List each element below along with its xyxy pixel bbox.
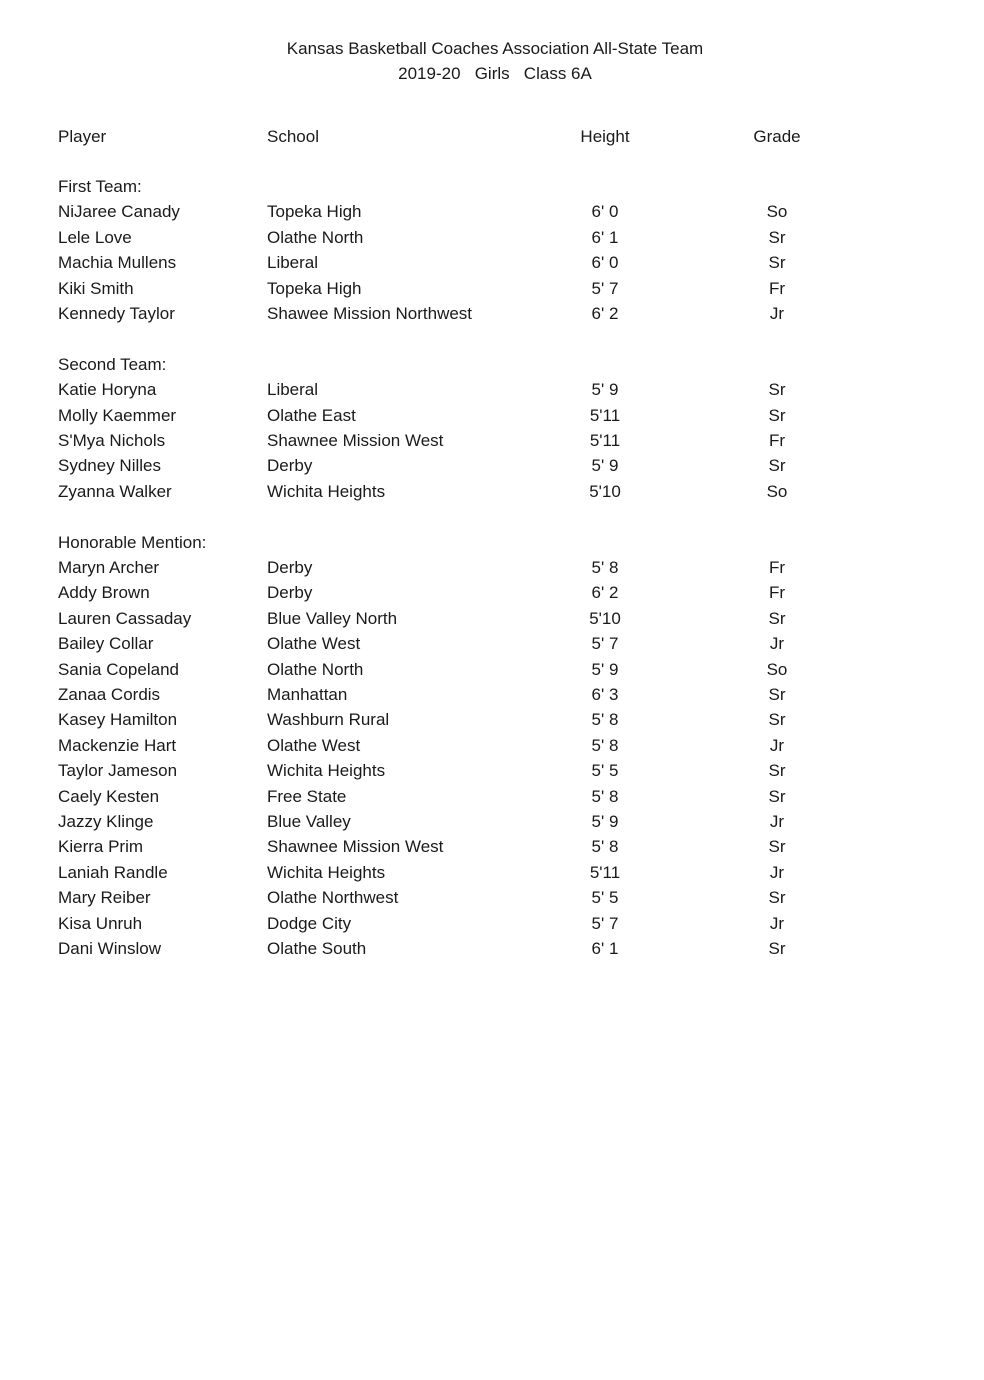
school-cell: Olathe North [267, 227, 364, 247]
table-row [0, 886, 984, 911]
player-name-cell: Dani Winslow [58, 938, 161, 958]
height-cell: 5'10 [589, 608, 621, 628]
height-cell: 6' 2 [591, 303, 619, 323]
height-cell: 5' 8 [591, 710, 619, 730]
table-row [0, 708, 984, 733]
grade-cell: Fr [768, 278, 786, 298]
height-cell: 5' 5 [591, 761, 619, 781]
height-cell: 5'10 [589, 481, 621, 501]
player-name-cell: Kennedy Taylor [58, 303, 175, 323]
school-cell: Derby [267, 583, 313, 603]
table-row [0, 429, 984, 454]
height-cell: 5' 5 [591, 888, 619, 908]
player-name-cell: Mary Reiber [58, 888, 151, 908]
grade-cell: So [766, 481, 788, 501]
player-name-cell: Zyanna Walker [58, 481, 172, 501]
school-cell: Dodge City [267, 913, 352, 933]
school-cell: Liberal [267, 253, 319, 273]
table-row [0, 632, 984, 657]
player-name-cell: Zanaa Cordis [58, 685, 161, 705]
school-cell: Olathe North [267, 659, 364, 679]
height-cell: 5' 8 [591, 558, 619, 578]
table-row [0, 200, 984, 225]
school-cell: Topeka High [267, 278, 362, 298]
player-name-cell: Katie Horyna [58, 380, 157, 400]
player-name-cell: Caely Kesten [58, 786, 160, 806]
document-title [0, 36, 984, 86]
school-cell: Olathe West [267, 634, 361, 654]
school-cell: Free State [267, 786, 347, 806]
table-row [0, 302, 984, 327]
height-cell: 6' 0 [591, 202, 619, 222]
grade-cell: Jr [769, 811, 785, 831]
grade-cell: Sr [768, 456, 786, 476]
section-label-row [0, 175, 984, 200]
height-cell: 6' 3 [591, 685, 619, 705]
player-name-cell: Bailey Collar [58, 634, 154, 654]
grade-cell: Sr [768, 227, 786, 247]
school-cell: Wichita Heights [267, 761, 386, 781]
height-cell: 6' 2 [591, 583, 619, 603]
player-name-cell: S'Mya Nichols [58, 431, 166, 451]
height-cell: 5' 7 [591, 913, 619, 933]
table-row [0, 658, 984, 683]
grade-cell: Sr [768, 761, 786, 781]
height-cell: 5'11 [589, 431, 621, 451]
player-name-cell: Addy Brown [58, 583, 150, 603]
height-cell: 5' 9 [591, 659, 619, 679]
grade-cell: Sr [768, 685, 786, 705]
column-header-school: School [267, 127, 319, 146]
table-row [0, 683, 984, 708]
table-row [0, 251, 984, 276]
title-line-1: Kansas Basketball Coaches Association All-State Team [286, 39, 704, 58]
school-cell: Shawnee Mission West [267, 431, 444, 451]
school-cell: Liberal [267, 380, 319, 400]
table-row [0, 835, 984, 860]
player-name-cell: Maryn Archer [58, 558, 160, 578]
player-name-cell: Kiki Smith [58, 278, 134, 298]
height-cell: 5' 9 [591, 811, 619, 831]
height-cell: 5' 7 [591, 278, 619, 298]
height-cell: 5' 9 [591, 380, 619, 400]
section-label: Honorable Mention: [58, 532, 207, 552]
grade-cell: Sr [768, 608, 786, 628]
table-row [0, 454, 984, 479]
player-name-cell: Lauren Cassaday [58, 608, 192, 628]
column-header-row [0, 125, 984, 149]
school-cell: Topeka High [267, 202, 362, 222]
grade-cell: Jr [769, 913, 785, 933]
player-name-cell: Jazzy Klinge [58, 811, 154, 831]
roster-sections [0, 175, 984, 988]
school-cell: Shawee Mission Northwest [267, 303, 473, 323]
table-row [0, 759, 984, 784]
height-cell: 6' 1 [591, 227, 619, 247]
table-row [0, 226, 984, 251]
player-name-cell: Laniah Randle [58, 862, 168, 882]
school-cell: Olathe East [267, 405, 356, 425]
team-section [0, 531, 984, 963]
table-row [0, 734, 984, 759]
school-cell: Manhattan [267, 685, 348, 705]
grade-cell: So [766, 659, 788, 679]
school-cell: Blue Valley [267, 811, 351, 831]
grade-cell: Fr [768, 431, 786, 451]
player-name-cell: Sania Copeland [58, 659, 179, 679]
player-name-cell: Molly Kaemmer [58, 405, 177, 425]
grade-cell: Sr [768, 380, 786, 400]
school-cell: Olathe Northwest [267, 888, 399, 908]
grade-cell: Sr [768, 405, 786, 425]
school-cell: Wichita Heights [267, 481, 386, 501]
table-row [0, 607, 984, 632]
grade-cell: Sr [768, 786, 786, 806]
height-cell: 6' 0 [591, 253, 619, 273]
height-cell: 5' 8 [591, 786, 619, 806]
table-row [0, 810, 984, 835]
grade-cell: Fr [768, 558, 786, 578]
table-row [0, 480, 984, 505]
school-cell: Derby [267, 558, 313, 578]
grade-cell: Jr [769, 862, 785, 882]
grade-cell: Fr [768, 583, 786, 603]
school-cell: Blue Valley North [267, 608, 398, 628]
school-cell: Derby [267, 456, 313, 476]
player-name-cell: Kierra Prim [58, 837, 144, 857]
height-cell: 5' 7 [591, 634, 619, 654]
player-name-cell: Taylor Jameson [58, 761, 178, 781]
player-name-cell: Sydney Nilles [58, 456, 161, 476]
table-row [0, 785, 984, 810]
player-name-cell: Kasey Hamilton [58, 710, 178, 730]
height-cell: 5'11 [589, 862, 621, 882]
height-cell: 5'11 [589, 405, 621, 425]
school-cell: Shawnee Mission West [267, 837, 444, 857]
grade-cell: Sr [768, 710, 786, 730]
school-cell: Washburn Rural [267, 710, 390, 730]
section-label-row [0, 353, 984, 378]
height-cell: 6' 1 [591, 938, 619, 958]
player-name-cell: Kisa Unruh [58, 913, 143, 933]
grade-cell: Sr [768, 938, 786, 958]
grade-cell: Jr [769, 303, 785, 323]
grade-cell: Sr [768, 253, 786, 273]
table-row [0, 556, 984, 581]
grade-cell: Jr [769, 735, 785, 755]
table-row [0, 581, 984, 606]
section-label-row [0, 531, 984, 556]
school-cell: Olathe South [267, 938, 367, 958]
height-cell: 5' 8 [591, 735, 619, 755]
player-name-cell: Mackenzie Hart [58, 735, 177, 755]
height-cell: 5' 8 [591, 837, 619, 857]
table-row [0, 937, 984, 962]
school-cell: Olathe West [267, 735, 361, 755]
grade-cell: So [766, 202, 788, 222]
team-section [0, 353, 984, 505]
player-name-cell: NiJaree Canady [58, 202, 180, 222]
table-row [0, 404, 984, 429]
table-row [0, 277, 984, 302]
table-row [0, 378, 984, 403]
height-cell: 5' 9 [591, 456, 619, 476]
team-section [0, 175, 984, 327]
school-cell: Wichita Heights [267, 862, 386, 882]
grade-cell: Sr [768, 888, 786, 908]
table-row [0, 861, 984, 886]
grade-cell: Jr [769, 634, 785, 654]
title-line-2: 2019-20 Girls Class 6A [398, 64, 592, 83]
column-header-player: Player [58, 127, 107, 146]
table-row [0, 912, 984, 937]
player-name-cell: Machia Mullens [58, 253, 177, 273]
section-label: Second Team: [58, 354, 167, 374]
column-header-height: Height [580, 127, 630, 146]
section-label: First Team: [58, 177, 142, 196]
player-name-cell: Lele Love [58, 227, 132, 247]
grade-cell: Sr [768, 837, 786, 857]
column-header-grade: Grade [753, 127, 801, 146]
